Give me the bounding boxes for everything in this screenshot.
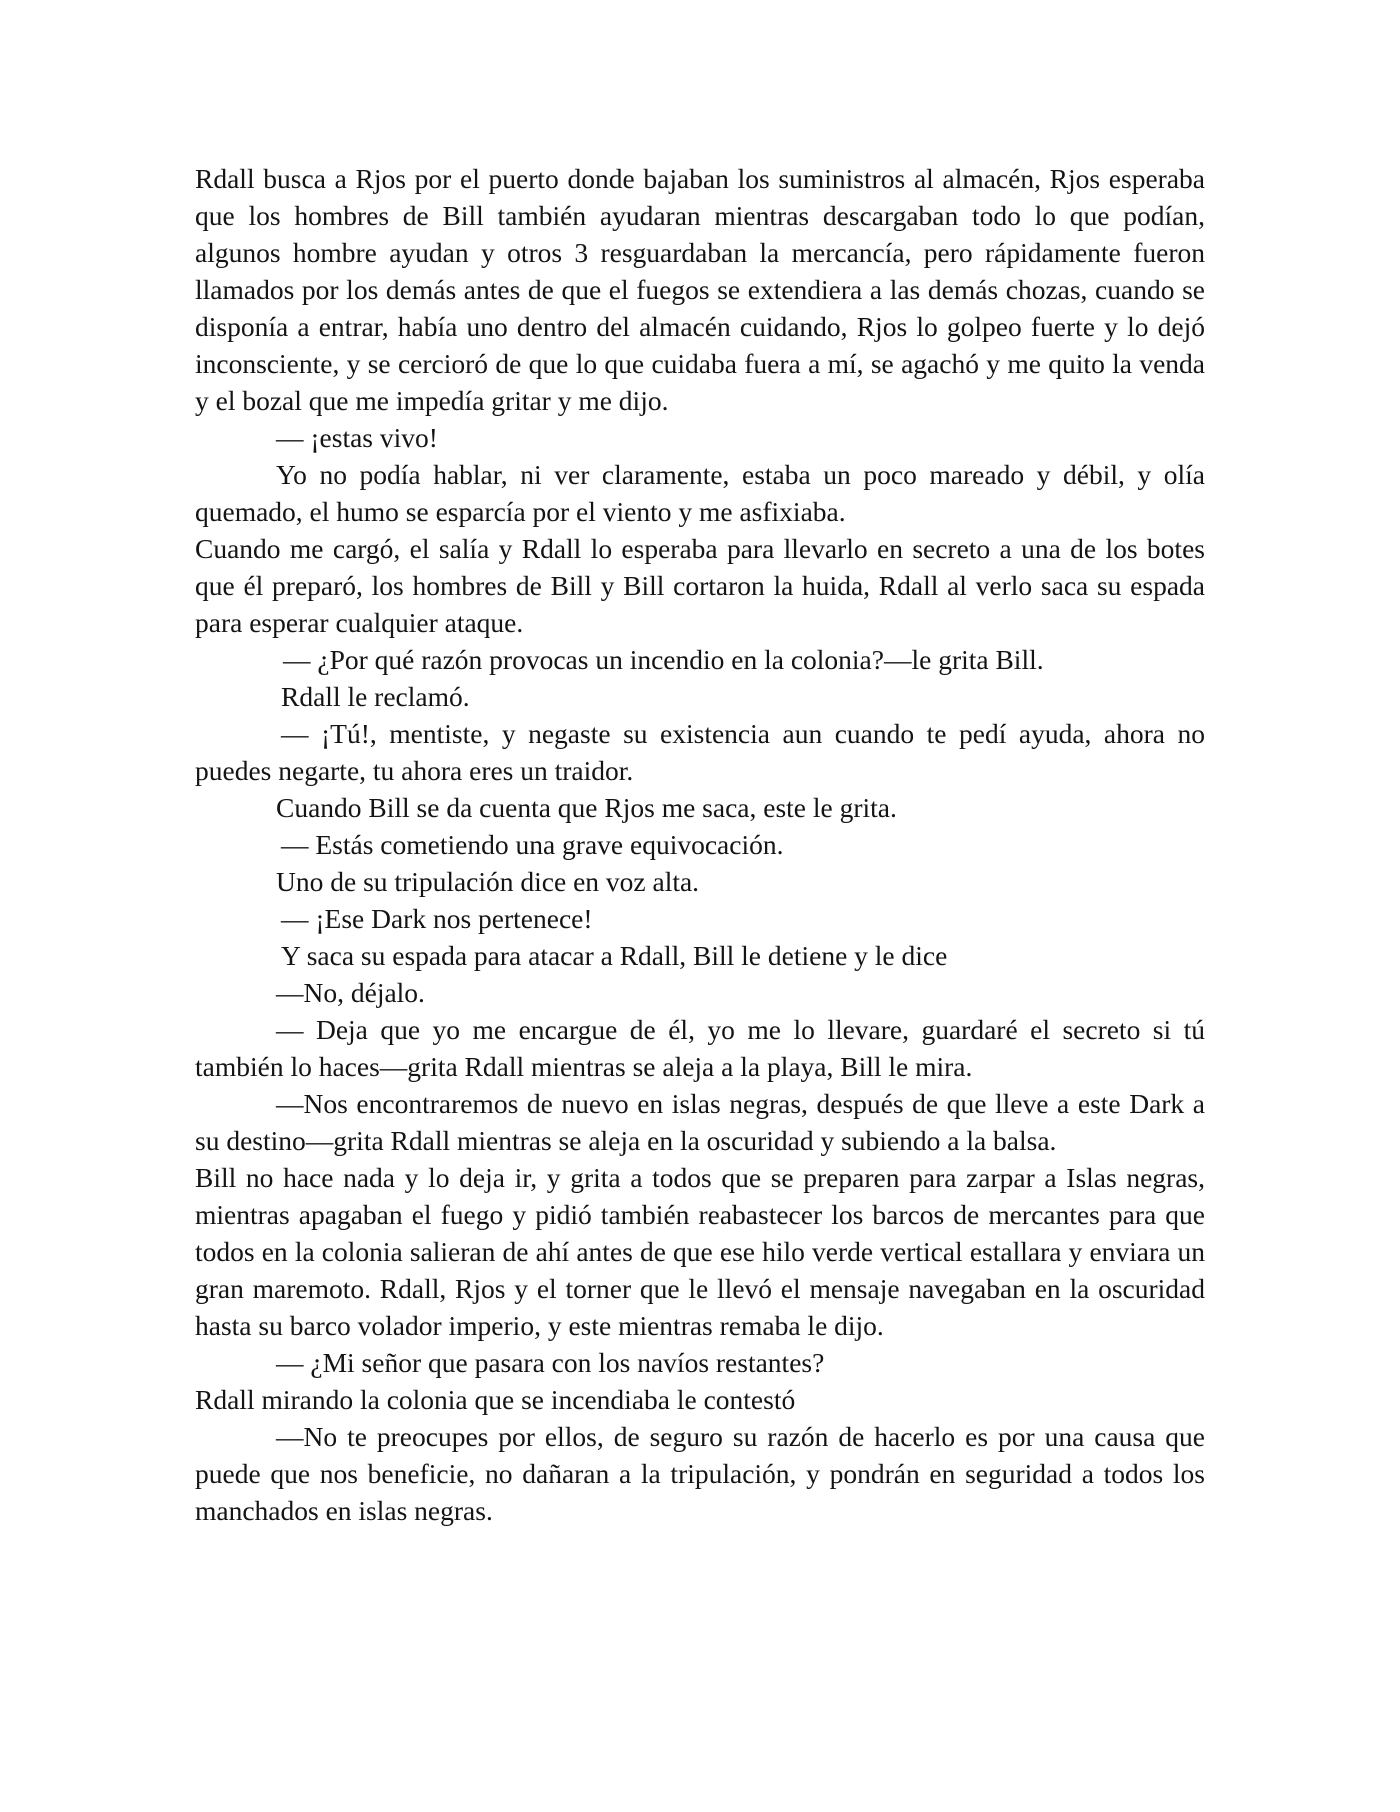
- paragraph: Bill no hace nada y lo deja ir, y grita a todos que se preparen para zarpar a Islas negras, mientras apagaban el fuego y pidió también reabastecer los barcos de mercantes para que todos en la colonia salieran de ahí antes de que ese hilo verde vertical estallara y enviara un gran maremoto. Rdall, Rjos y el torner que le llevó el mensaje navegaban en la oscuridad hasta su barco volador imperio, y este mientras remaba le dijo.: [195, 1162, 1205, 1341]
- dialogue-line: — ¿Por qué razón provocas un incendio en la colonia?—le grita Bill.: [283, 644, 1044, 675]
- paragraph: Cuando Bill se da cuenta que Rjos me saca, este le grita.: [276, 792, 897, 823]
- dialogue-line: — Deja que yo me encargue de él, yo me lo llevare, guardaré el secreto si tú también lo haces—grita Rdall mientras se aleja a la playa, Bill le mira.: [195, 1014, 1205, 1082]
- paragraph: Y saca su espada para atacar a Rdall, Bill le detiene y le dice: [281, 940, 948, 971]
- paragraph: Rdall mirando la colonia que se incendiaba le contestó: [195, 1384, 796, 1415]
- dialogue-line: — ¡Tú!, mentiste, y negaste su existencia aun cuando te pedí ayuda, ahora no puedes negarte, tu ahora eres un traidor.: [195, 718, 1205, 786]
- paragraph: Cuando me cargó, el salía y Rdall lo esperaba para llevarlo en secreto a una de los botes que él preparó, los hombres de Bill y Bill cortaron la huida, Rdall al verlo saca su espada para esperar cualquier ataque.: [195, 533, 1205, 638]
- paragraph: Rdall busca a Rjos por el puerto donde bajaban los suministros al almacén, Rjos esperaba que los hombres de Bill también ayudaran mientras descargaban todo lo que podían, algunos hombre ayudan y otros 3 resguardaban la mercancía, pero rápidamente fueron llamados por los demás antes de que el fuegos se extendiera a las demás chozas, cuando se disponía a entrar, había uno dentro del almacén cuidando, Rjos lo golpeo fuerte y lo dejó inconsciente, y se cercioró de que lo que cuidaba fuera a mí, se agachó y me quito la venda y el bozal que me impedía gritar y me dijo.: [195, 163, 1205, 416]
- dialogue-line: —Nos encontraremos de nuevo en islas negras, después de que lleve a este Dark a su destino—grita Rdall mientras se aleja en la oscuridad y subiendo a la balsa.: [195, 1088, 1205, 1156]
- body-text: [195, 160, 1205, 1529]
- dialogue-line: —No, déjalo.: [276, 977, 425, 1008]
- paragraph: Uno de su tripulación dice en voz alta.: [276, 866, 700, 897]
- paragraph: Rdall le reclamó.: [281, 681, 470, 712]
- dialogue-line: —No te preocupes por ellos, de seguro su razón de hacerlo es por una causa que puede que nos beneficie, no dañaran a la tripulación, y pondrán en seguridad a todos los manchados en islas negras.: [195, 1421, 1205, 1526]
- dialogue-line: — ¡Ese Dark nos pertenece!: [281, 903, 593, 934]
- dialogue-line: — Estás cometiendo una grave equivocación.: [281, 829, 784, 860]
- paragraph: Yo no podía hablar, ni ver claramente, estaba un poco mareado y débil, y olía quemado, el humo se esparcía por el viento y me asfixiaba.: [195, 459, 1205, 527]
- dialogue-line: — ¡estas vivo!: [276, 422, 438, 453]
- dialogue-line: — ¿Mi señor que pasara con los navíos restantes?: [276, 1347, 825, 1378]
